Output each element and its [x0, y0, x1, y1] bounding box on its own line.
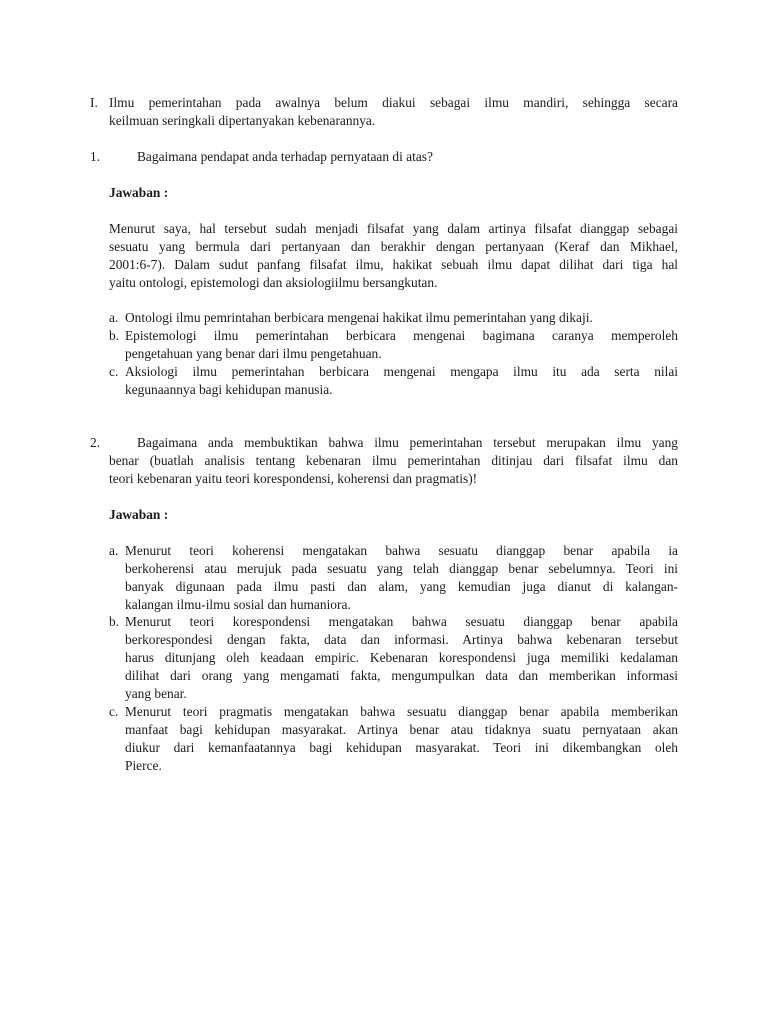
list-item-line: berkoherensi atau merujuk pada sesuatu yang telah dianggap benar sebelumnya. Teori ini [125, 561, 678, 576]
list-item-line: kalangan ilmu-ilmu sosial dan humaniora. [125, 597, 351, 612]
list-item-line: harus ditunjang oleh keadaan empiric. Kebenaran korespondensi juga memiliki kedalaman [125, 650, 678, 665]
intro-line-1: Ilmu pemerintahan pada awalnya belum diakui sebagai ilmu mandiri, sehingga secara [109, 95, 678, 110]
answer-1-paragraph-line: yaitu ontologi, epistemologi dan aksiologiilmu bersangkutan. [109, 275, 438, 290]
intro-line-2: keilmuan seringkali dipertanyakan kebenarannya. [109, 113, 376, 128]
answer-2-label: Jawaban : [109, 507, 169, 522]
list-marker: c. [109, 704, 119, 719]
list-item-line: kegunaannya bagi kehidupan manusia. [125, 382, 333, 397]
list-item-line: diukur dari kemanfaatannya bagi kehidupan masyarakat. Teori ini dikembangkan oleh [125, 740, 678, 755]
question-1-text: Bagaimana pendapat anda terhadap pernyataan di atas? [137, 149, 433, 164]
list-item-line: manfaat bagi kehidupan masyarakat. Artinya benar atau tidaknya suatu pernyataan akan [125, 722, 678, 737]
list-item-line: dilihat dari orang yang mengamati fakta, mengumpulkan data dan memberikan informasi [125, 668, 678, 683]
question-1-number: 1. [90, 149, 101, 164]
list-marker: a. [109, 310, 119, 325]
list-item-line: Menurut teori koherensi mengatakan bahwa sesuatu dianggap benar apabila ia [125, 543, 678, 558]
list-marker: a. [109, 543, 119, 558]
list-item-line: pengetahuan yang benar dari ilmu pengetahuan. [125, 346, 382, 361]
list-item-line: Epistemologi ilmu pemerintahan berbicara mengenai bagimana caranya memperoleh [125, 328, 678, 343]
list-marker: c. [109, 364, 119, 379]
question-2-line: teori kebenaran yaitu teori korespondensi, koherensi dan pragmatis)! [109, 471, 478, 486]
answer-1-label: Jawaban : [109, 185, 169, 200]
list-item-line: banyak digunaan pada ilmu pasti dan alam, yang kemudian juga dianut di kalangan- [125, 579, 678, 594]
list-item-line: yang benar. [125, 686, 187, 701]
list-item-line: Menurut teori pragmatis mengatakan bahwa sesuatu dianggap benar apabila memberikan [125, 704, 678, 719]
list-item-line: Aksiologi ilmu pemerintahan berbicara mengenai mengapa ilmu itu ada serta nilai [125, 364, 678, 379]
list-item-line: Ontologi ilmu pemrintahan berbicara mengenai hakikat ilmu pemerintahan yang dikaji. [125, 310, 593, 325]
question-2-line: benar (buatlah analisis tentang kebenaran ilmu pemerintahan ditinjau dari filsafat ilmu dan [109, 453, 678, 468]
answer-1-paragraph-line: sesuatu yang bermula dari pertanyaan dan berakhir dengan pertanyaan (Keraf dan Mikhael, [109, 239, 678, 254]
answer-1-paragraph-line: 2001:6-7). Dalam sudut panfang filsafat ilmu, hakikat sebuah ilmu dapat dilihat dari tiga hal [109, 257, 678, 272]
intro-marker: I. [90, 95, 98, 110]
question-2-line: Bagaimana anda membuktikan bahwa ilmu pemerintahan tersebut merupakan ilmu yang [137, 435, 678, 450]
list-item-line: Pierce. [125, 758, 162, 773]
list-item-line: berkorespondesi dengan fakta, data dan informasi. Artinya bahwa kebenaran tersebut [125, 632, 678, 647]
question-2-number: 2. [90, 435, 101, 450]
list-item-line: Menurut teori korespondensi mengatakan bahwa sesuatu dianggap benar apabila [125, 614, 678, 629]
list-marker: b. [109, 328, 120, 343]
answer-1-paragraph-line: Menurut saya, hal tersebut sudah menjadi filsafat yang dalam artinya filsafat dianggap sebagai [109, 221, 678, 236]
list-marker: b. [109, 614, 120, 629]
